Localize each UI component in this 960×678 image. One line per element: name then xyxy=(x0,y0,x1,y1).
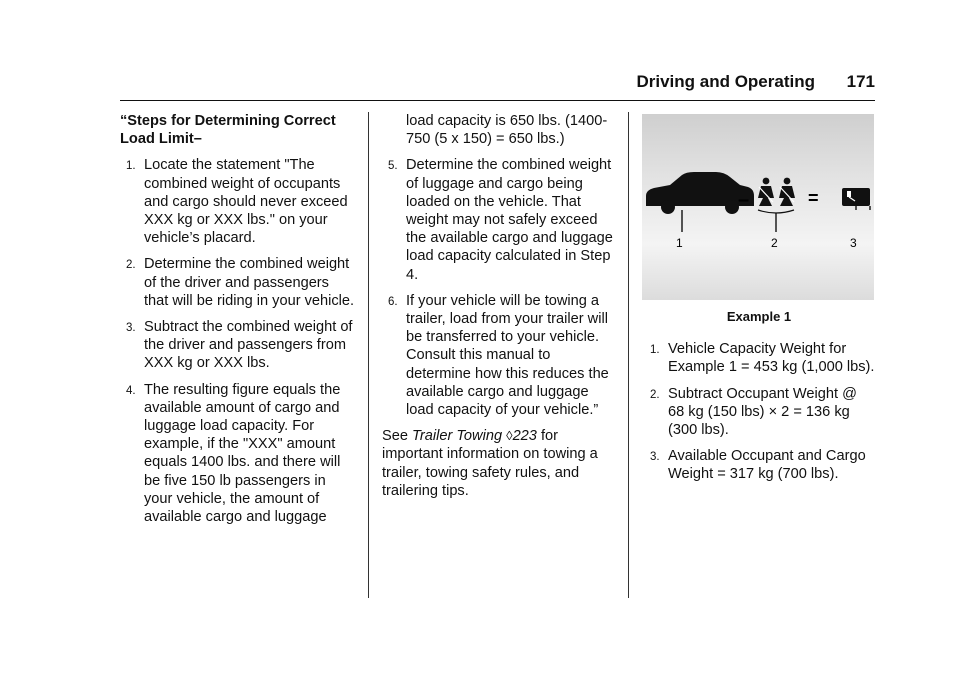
step-continuation: load capacity is 650 lbs. (1400-750 (5 x 150) = 650 lbs.) xyxy=(406,113,608,148)
minus-sign: – xyxy=(738,189,750,211)
see-label: See xyxy=(382,428,408,445)
item-number: 1. xyxy=(650,344,660,357)
step-item xyxy=(120,156,356,247)
step-text: If your vehicle will be towing a trailer, load from your trailer will be transferred to your vehicle. Consult this manual to determine how this reduces the available cargo and luggage load capacity of your vehicle.” xyxy=(406,292,609,419)
step-text: Determine the combined weight of the driver and passengers that will be riding in your vehicle. xyxy=(144,256,355,309)
callout-1: 1 xyxy=(676,236,683,250)
page-header xyxy=(120,70,875,101)
step-number: 3. xyxy=(126,322,136,335)
steps-list xyxy=(382,156,618,419)
column-divider xyxy=(368,112,369,598)
occupants-icon xyxy=(758,178,795,232)
step-number: 5. xyxy=(388,160,398,173)
figure-caption: Example 1 xyxy=(726,309,792,324)
item-number: 3. xyxy=(650,451,660,464)
steps-list xyxy=(120,156,356,526)
section-heading: “Steps for Determining Correct Load Limit– xyxy=(120,113,336,148)
step-text: Subtract the combined weight of the driver and passengers from XXX kg or XXX lbs. xyxy=(144,319,353,372)
example-list xyxy=(642,340,876,483)
column-left xyxy=(120,112,356,534)
item-text: Subtract Occupant Weight @ 68 kg (150 lbs) × 2 = 136 kg (300 lbs). xyxy=(668,385,857,439)
step-text: Determine the combined weight of luggage and cargo being loaded on the vehicle. That weight may not safely exceed the available cargo and luggage load capacity calculated in Step 4. xyxy=(406,157,613,283)
see-also-text: for important information on towing a trailer, towing safety rules, and trailering tips. xyxy=(382,428,598,499)
column-middle xyxy=(382,112,618,500)
example-item xyxy=(642,385,876,440)
see-also-paragraph xyxy=(382,427,618,500)
cargo-icon xyxy=(842,188,870,210)
callout-2: 2 xyxy=(771,236,778,250)
column-right xyxy=(642,112,876,492)
callout-3: 3 xyxy=(850,236,857,250)
section-title: Driving and Operating xyxy=(636,72,815,91)
example-item xyxy=(642,340,876,376)
page-number: 171 xyxy=(846,72,875,91)
equals-sign: = xyxy=(808,188,819,208)
column-divider xyxy=(628,112,629,598)
item-text: Vehicle Capacity Weight for Example 1 = 453 kg (1,000 lbs). xyxy=(668,341,875,376)
step-item xyxy=(120,381,356,527)
load-diagram xyxy=(642,114,874,300)
step-number: 2. xyxy=(126,259,136,272)
step-item xyxy=(120,255,356,310)
step-text: The resulting figure equals the available amount of cargo and luggage load capacity. For example, if the "XXX" amount equals 1400 lbs. and there will be five 150 lb passengers in your vehicle, the amount of available cargo and luggage xyxy=(144,381,341,526)
step-number: 1. xyxy=(126,160,136,173)
step-item xyxy=(382,156,618,283)
step-number: 4. xyxy=(126,384,136,397)
example-item xyxy=(642,447,876,483)
step-item xyxy=(382,292,618,419)
page-reference-number[interactable]: 223 xyxy=(512,428,537,445)
step-text: Locate the statement "The combined weight of occupants and cargo should never exceed XXX kg or XXX lbs." on your vehicle’s placard. xyxy=(144,157,348,247)
load-example-figure xyxy=(642,114,874,300)
trailer-towing-link[interactable]: Trailer Towing xyxy=(412,428,503,445)
item-number: 2. xyxy=(650,388,660,401)
step-number: 6. xyxy=(388,295,398,308)
step-item xyxy=(120,318,356,373)
page-reference-icon: ◊ xyxy=(506,428,513,444)
item-text: Available Occupant and Cargo Weight = 317 kg (700 lbs). xyxy=(668,448,866,483)
